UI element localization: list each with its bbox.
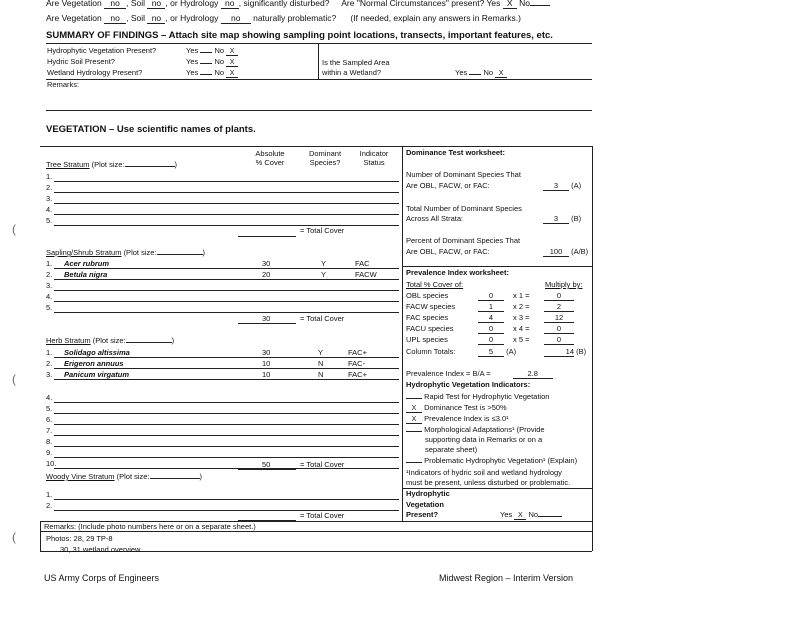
footer-left: US Army Corps of Engineers: [44, 573, 160, 583]
top-line-2: Are Vegetation no , Soil no , or Hydrology no naturally problematic? (If needed, explain any answers in Remarks.): [46, 13, 521, 23]
tree-total-cover: = Total Cover: [300, 226, 345, 235]
scan-mark: (: [12, 530, 16, 544]
col-indicator: Indicator Status: [359, 149, 389, 167]
col-dominant: Dominant Species?: [308, 149, 342, 167]
footer-right: Midwest Region – Interim Version: [439, 573, 574, 583]
indicator-prevalence: X Prevalence Index is ≤3.0¹: [406, 414, 509, 424]
prevalence-title: Prevalence Index worksheet:: [406, 268, 509, 277]
indicator-dominance: X Dominance Test is >50%: [406, 403, 507, 413]
indicators-title: Hydrophytic Vegetation Indicators:: [406, 380, 531, 389]
prevalence-index: Prevalence Index = B/A = 2.8: [406, 369, 553, 379]
hydrophytic-present-label: Hydrophytic Vegetation Present?: [406, 489, 450, 519]
col-absolute-cover: Absolute % Cover: [255, 149, 285, 167]
hydrophytic-present-answer: Yes X No: [500, 510, 562, 520]
herb-stratum-title: Herb Stratum (Plot size: ): [46, 336, 175, 345]
summary-remarks: Remarks:: [47, 80, 80, 89]
herb-total-value: 50: [262, 460, 271, 469]
herb-total-cover: = Total Cover: [300, 460, 345, 469]
indicator-morphological: Morphological Adaptations¹ (Provide: [406, 425, 545, 434]
scan-mark: (: [12, 372, 16, 386]
dominance-ab: 100 (A/B): [543, 247, 588, 257]
dominance-b: 3 (B): [543, 214, 581, 224]
remarks-photos-line2: 30, 31 wetland overview: [60, 545, 141, 554]
sample-area-question: Is the Sampled Area: [322, 58, 390, 67]
sapling-total-value: 30: [262, 314, 271, 323]
indicator-problematic: Problematic Hydrophytic Vegetation¹ (Explain): [406, 456, 577, 465]
summary-row-soil: Hydric Soil Present?: [47, 57, 115, 66]
summary-heading: SUMMARY OF FINDINGS – Attach site map showing sampling point locations, transects, important features, etc.: [46, 30, 553, 41]
bottom-remarks-label: Remarks: (Include photo numbers here or on a separate sheet.): [44, 522, 256, 531]
sapling-stratum-title: Sapling/Shrub Stratum (Plot size: ): [46, 248, 205, 257]
tree-stratum-title: Tree Stratum (Plot size: ): [46, 160, 178, 169]
sample-area-answer: Yes No X: [455, 68, 507, 78]
summary-row-veg: Hydrophytic Vegetation Present?: [47, 46, 157, 55]
woody-total-cover: = Total Cover: [300, 511, 345, 520]
top-line-1: Are Vegetation no , Soil no , or Hydrology no , significantly disturbed? Are "Normal Circumstances" present? Yes X No: [46, 0, 550, 9]
woody-stratum-title: Woody Vine Stratum (Plot size: ): [46, 472, 203, 481]
remarks-photos-line1: Photos: 28, 29 TP-8: [46, 534, 113, 543]
indicators-footnote: ¹Indicators of hydric soil and wetland hydrology: [406, 468, 562, 477]
dominance-a: 3 (A): [543, 181, 581, 191]
summary-row-hydrology: Wetland Hydrology Present?: [47, 68, 143, 77]
indicator-rapid-test: Rapid Test for Hydrophytic Vegetation: [406, 392, 549, 401]
sapling-total-cover: = Total Cover: [300, 314, 345, 323]
scan-mark: (: [12, 222, 16, 236]
dominance-title: Dominance Test worksheet:: [406, 148, 506, 157]
vegetation-heading: VEGETATION – Use scientific names of plants.: [46, 124, 256, 135]
